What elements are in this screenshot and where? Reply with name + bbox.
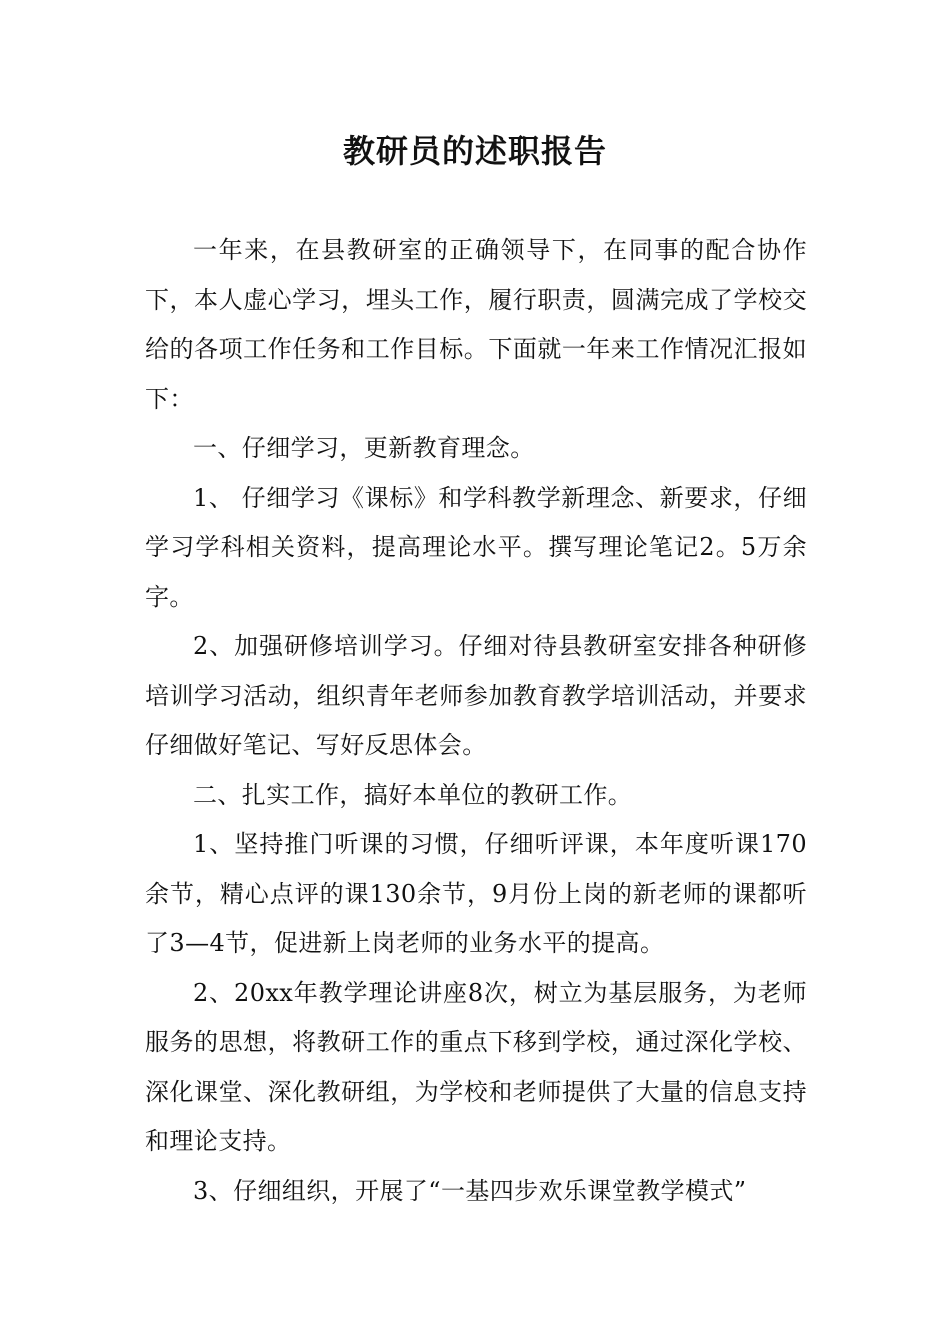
section-2-item-2: 2、20xx年教学理论讲座8次，树立为基层服务，为老师服务的思想，将教研工作的重点下移到学校，通过深化学校、深化课堂、深化教研组，为学校和老师提供了大量的信息支持和理论支持。 bbox=[145, 978, 807, 1155]
section-2-item-3: 3、仔细组织，开展了“一基四步欢乐课堂教学模式” bbox=[193, 1176, 747, 1205]
section-1-item-2: 2、加强研修培训学习。仔细对待县教研室安排各种研修培训学习活动，组织青年老师参加教育教学培训活动，并要求仔细做好笔记、写好反思体会。 bbox=[145, 632, 807, 759]
intro-paragraph: 一年来，在县教研室的正确领导下，在同事的配合协作下，本人虚心学习，埋头工作，履行职责，圆满完成了学校交给的各项工作任务和工作目标。下面就一年来工作情况汇报如下： bbox=[145, 236, 807, 413]
section-heading-2: 二、扎实工作，搞好本单位的教研工作。 bbox=[193, 780, 633, 809]
document-title: 教研员的述职报告 bbox=[342, 132, 607, 170]
section-2-item-1: 1、坚持推门听课的习惯，仔细听评课，本年度听课170余节，精心点评的课130余节，9月份上岗的新老师的课都听了3—4节，促进新上岗老师的业务水平的提高。 bbox=[145, 830, 807, 957]
section-1-item-1: 1、 仔细学习《课标》和学科教学新理念、新要求，仔细学习学科相关资料，提高理论水平。撰写理论笔记2。5万余字。 bbox=[145, 483, 807, 611]
section-heading-1: 一、仔细学习，更新教育理念。 bbox=[193, 434, 535, 462]
document-body bbox=[145, 226, 807, 1216]
